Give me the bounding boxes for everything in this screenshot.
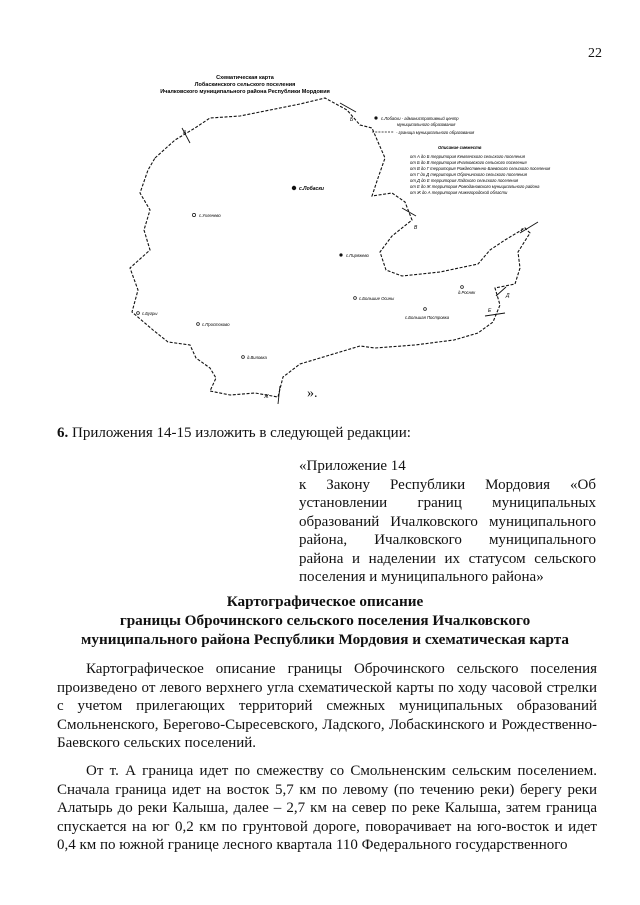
lobaski-marker xyxy=(292,186,296,190)
heading-line: муниципального района Республики Мордовия и схематическая карта xyxy=(81,631,569,648)
legend-adjacency-line: от Б до В территория Ичалковского сельского поселения xyxy=(410,160,527,165)
legend-adjacency-title: Описание смежеств xyxy=(438,145,482,150)
settlement-bolshaya-postrovka: с.Большая Постровка xyxy=(405,315,450,320)
settlement-piryazhevo: с.Пиряжево xyxy=(346,253,369,258)
paragraph: От т. А граница идет по смежеству со Смольненским сельским поселением. Сначала граница идет на восток 5,7 км по левому (по течению реки) берегу реки Алатырь до реки Калыша, далее – 2,7 км на север по реке Калыша, затем граница спускается на юг 0,2 км по грунтовой дороге, поворачивает на юго-восток и идет 0,4 км по южной границе лесного квартала 110 Федерального государственного xyxy=(57,762,597,854)
tick-v xyxy=(402,208,416,216)
schematic-map xyxy=(0,0,640,420)
tick-d xyxy=(496,287,506,296)
legend-adjacency-line: от А до Б территория Кемлянского сельского поселения xyxy=(410,154,525,159)
item-6-number: 6. xyxy=(57,425,69,441)
point-b-label: Б xyxy=(350,117,354,123)
piryazhevo-marker xyxy=(339,253,342,256)
heading-line: границы Оброчинского сельского поселения Ичалковского xyxy=(119,612,531,629)
heading-line: Картографическое описание xyxy=(226,593,424,610)
settlement-prostokovo: с.Простоково xyxy=(202,322,230,327)
legend-center-label: с.Лобаски - административный центр xyxy=(381,116,459,121)
settlement-ukhlenevo: с.Ухленево xyxy=(199,213,221,218)
legend-adjacency-line: от В до Г территория Рождественно-Баевского сельского поселения xyxy=(410,166,551,171)
map-title-line-2: Лобаскинского сельского поселения xyxy=(194,82,296,88)
item-6 xyxy=(57,425,577,442)
map-closing-quote: ». xyxy=(307,386,318,401)
appendix-reference xyxy=(299,457,596,587)
point-zh-label: Ж xyxy=(264,394,269,400)
point-v-label: В xyxy=(414,225,418,231)
settlement-rosnyak: д.Росняк xyxy=(458,290,476,295)
settlement-lobaski: с.Лобаски xyxy=(299,186,324,192)
legend-adjacency-line: от Е до Ж территория Ромодановского муниципального района xyxy=(410,184,540,189)
point-e-label: Е xyxy=(488,308,492,314)
point-g-label: Г xyxy=(521,228,524,234)
legend-adjacency-line: от Ж до А территория Нижегородской области xyxy=(410,190,508,195)
body-text xyxy=(57,660,597,855)
legend-adjacency-line: от Г до Д территория Оброчинского сельского поселения xyxy=(410,172,528,177)
bolshie-oseny-marker xyxy=(354,297,357,300)
bugry-marker xyxy=(137,312,140,315)
appendix-last-line: поселения и муниципального района» xyxy=(299,569,544,585)
ukhlenevo-marker xyxy=(192,213,195,216)
legend-adjacency-line: от Д до Е территория Ладского сельского поселения xyxy=(410,178,519,183)
paragraph: Картографическое описание границы Оброчинского сельского поселения произведено от левого верхнего угла схематической карты по ходу часовой стрелки с учетом прилегающих территорий смежных муниципальных образований Смольненского, Берегово-Сыресевского, Ладского, Лобаскинского и Рождественно-Баевского сельских поселений. xyxy=(57,661,597,752)
vilovka-marker xyxy=(242,356,245,359)
appendix-body: к Закону Республики Мордовия «Об установлении границ муниципальных образований Ичалковского муниципального района, Ичалковского муниципального района и наделении их статусом сельского xyxy=(299,476,596,567)
legend-boundary-label: - граница муниципального образования xyxy=(396,130,475,135)
rosnyak-marker xyxy=(461,286,464,289)
bolshaya-postrovka-marker xyxy=(424,308,427,311)
section-heading xyxy=(40,592,610,649)
point-d-label: Д xyxy=(506,293,510,299)
legend-center-marker xyxy=(374,116,377,119)
page-number: 22 xyxy=(588,46,602,61)
map-title-line-3: Ичалковского муниципального района Республики Мордовия xyxy=(160,89,330,95)
item-6-text: Приложения 14-15 изложить в следующей редакции: xyxy=(68,425,411,441)
map-title-line-1: Схематическая карта xyxy=(216,75,274,81)
appendix-title: «Приложение 14 xyxy=(299,458,406,474)
settlement-bugry: с.Бугры xyxy=(142,311,158,316)
point-a-label: А xyxy=(183,130,187,136)
prostokovo-marker xyxy=(197,323,200,326)
settlement-vilovka: д.Виловка xyxy=(247,355,267,360)
settlement-bolshie-oseny: с.Большие Осины xyxy=(359,296,395,301)
legend-center-label-2: муниципального образования xyxy=(397,122,456,127)
